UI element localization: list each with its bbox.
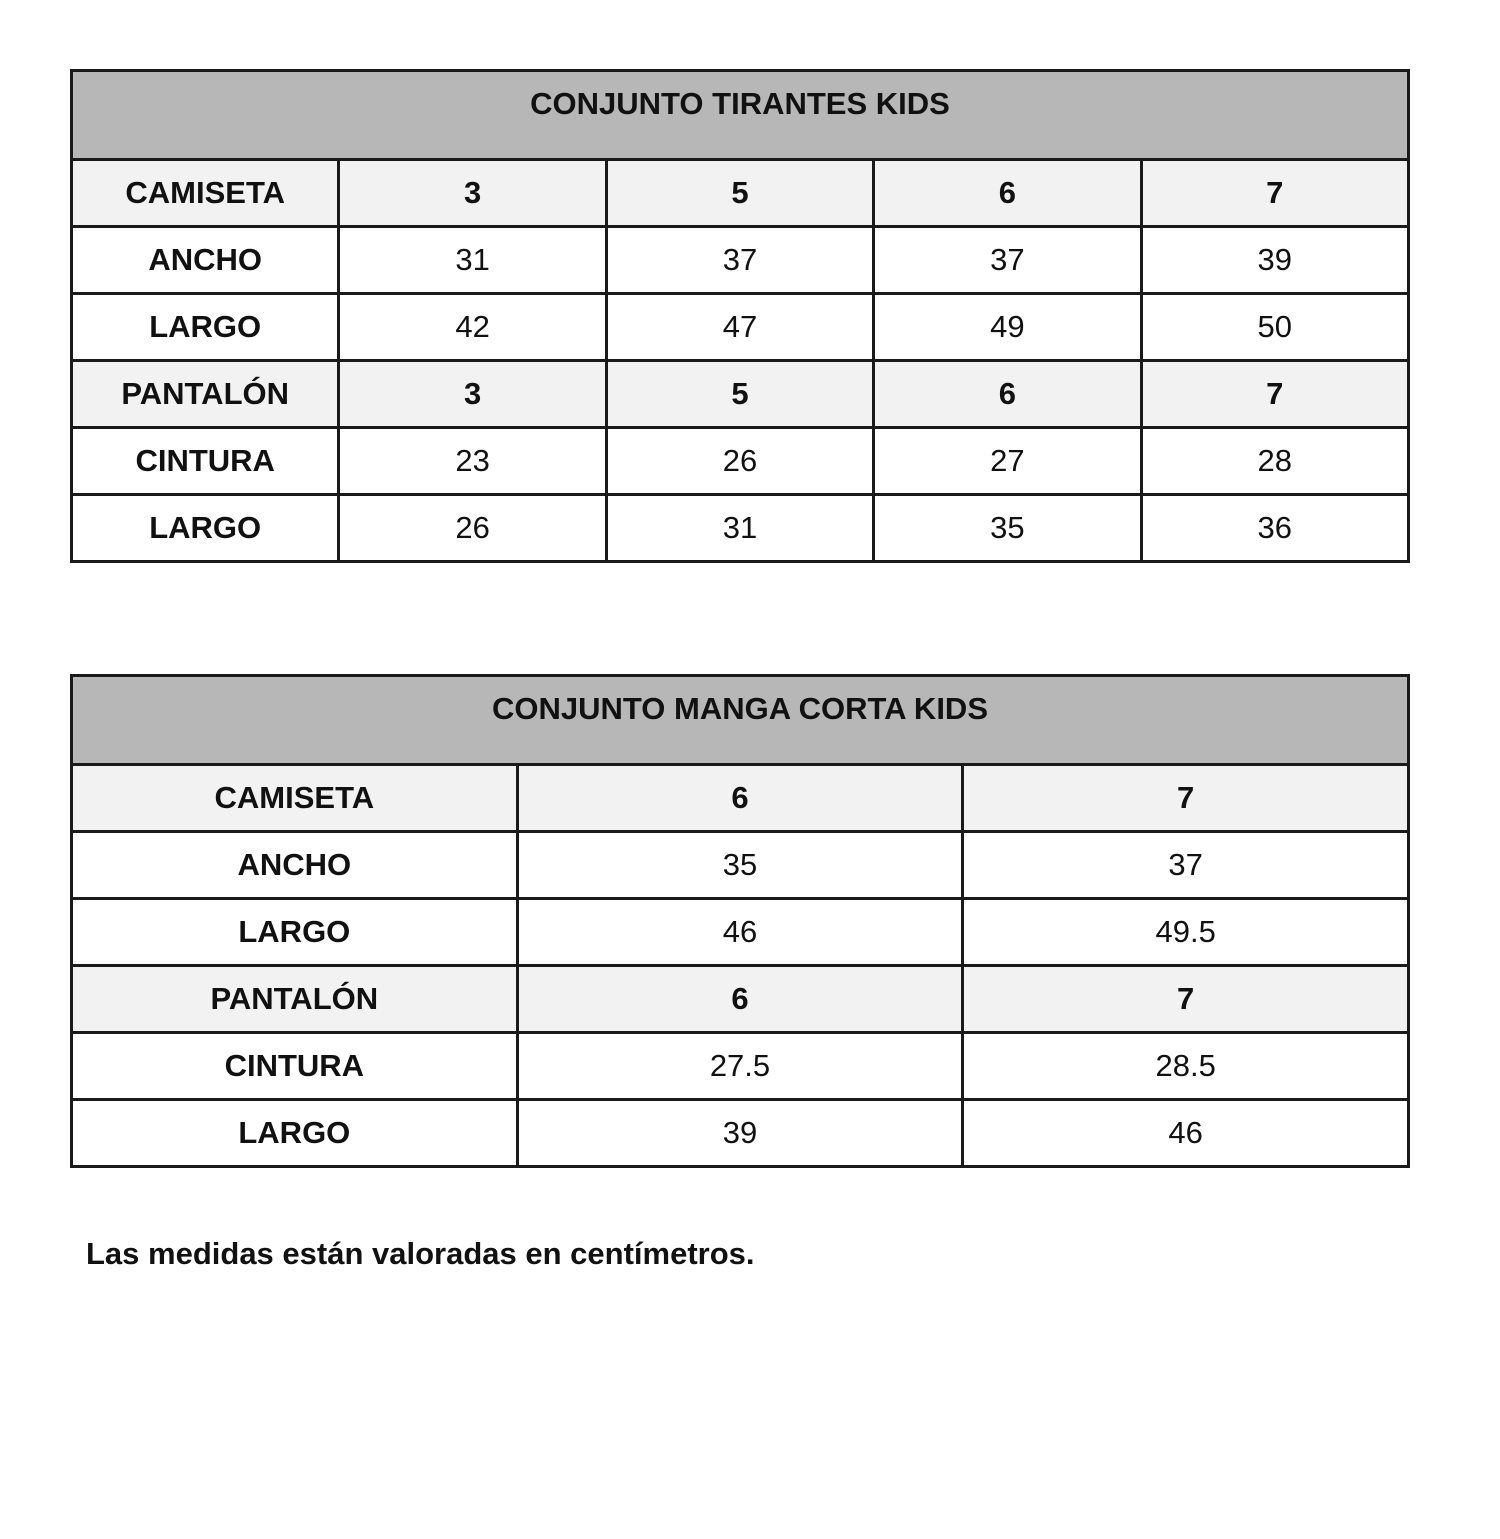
table-row (72, 1033, 1409, 1100)
table-row (72, 832, 1409, 899)
size-table-body (72, 71, 1409, 562)
row-label: ANCHO (72, 832, 518, 899)
size-table-manga-corta (70, 674, 1410, 1168)
value-cell: 39 (517, 1100, 963, 1167)
size-table-body (72, 676, 1409, 1167)
size-header-cell: 6 (517, 966, 963, 1033)
size-header-cell: 6 (874, 160, 1141, 227)
table-row (72, 765, 1409, 832)
table-row (72, 160, 1409, 227)
size-header-cell: 5 (606, 361, 873, 428)
table-row (72, 495, 1409, 562)
row-label: CINTURA (72, 1033, 518, 1100)
value-cell: 27 (874, 428, 1141, 495)
row-label: LARGO (72, 1100, 518, 1167)
value-cell: 26 (606, 428, 873, 495)
table-title: CONJUNTO MANGA CORTA KIDS (72, 676, 1409, 765)
value-cell: 37 (963, 832, 1409, 899)
value-cell: 46 (517, 899, 963, 966)
row-label: CAMISETA (72, 160, 339, 227)
value-cell: 47 (606, 294, 873, 361)
size-header-cell: 3 (339, 160, 606, 227)
size-table-tirantes (70, 69, 1410, 563)
table-row (72, 966, 1409, 1033)
table-row (72, 294, 1409, 361)
value-cell: 36 (1141, 495, 1408, 562)
value-cell: 42 (339, 294, 606, 361)
size-header-cell: 7 (963, 765, 1409, 832)
size-header-cell: 6 (874, 361, 1141, 428)
size-header-cell: 6 (517, 765, 963, 832)
value-cell: 35 (874, 495, 1141, 562)
size-header-cell: 3 (339, 361, 606, 428)
row-label: LARGO (72, 899, 518, 966)
table-row (72, 361, 1409, 428)
row-label: LARGO (72, 294, 339, 361)
value-cell: 31 (339, 227, 606, 294)
table-row (72, 227, 1409, 294)
size-header-cell: 7 (1141, 160, 1408, 227)
table-title: CONJUNTO TIRANTES KIDS (72, 71, 1409, 160)
value-cell: 35 (517, 832, 963, 899)
row-label: ANCHO (72, 227, 339, 294)
table-row (72, 899, 1409, 966)
row-label: PANTALÓN (72, 966, 518, 1033)
value-cell: 23 (339, 428, 606, 495)
table-row (72, 1100, 1409, 1167)
table-row (72, 428, 1409, 495)
size-header-cell: 7 (963, 966, 1409, 1033)
value-cell: 28 (1141, 428, 1408, 495)
size-header-cell: 7 (1141, 361, 1408, 428)
value-cell: 28.5 (963, 1033, 1409, 1100)
value-cell: 26 (339, 495, 606, 562)
row-label: CAMISETA (72, 765, 518, 832)
row-label: LARGO (72, 495, 339, 562)
table-title-row (72, 71, 1409, 160)
value-cell: 50 (1141, 294, 1408, 361)
row-label: CINTURA (72, 428, 339, 495)
value-cell: 37 (874, 227, 1141, 294)
row-label: PANTALÓN (72, 361, 339, 428)
value-cell: 27.5 (517, 1033, 963, 1100)
units-footnote: Las medidas están valoradas en centímetros. (86, 1236, 755, 1271)
value-cell: 46 (963, 1100, 1409, 1167)
table-title-row (72, 676, 1409, 765)
value-cell: 37 (606, 227, 873, 294)
size-header-cell: 5 (606, 160, 873, 227)
value-cell: 49.5 (963, 899, 1409, 966)
value-cell: 31 (606, 495, 873, 562)
value-cell: 39 (1141, 227, 1408, 294)
value-cell: 49 (874, 294, 1141, 361)
